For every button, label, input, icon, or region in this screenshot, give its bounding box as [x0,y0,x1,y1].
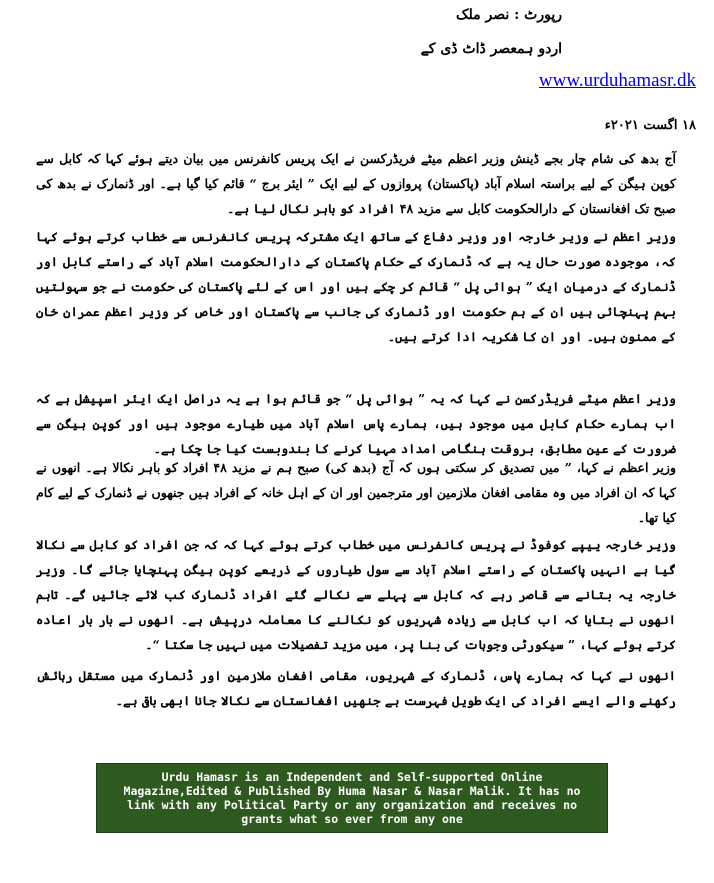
disclaimer-banner [96,763,608,833]
website-link[interactable]: www.urduhamasr.dk [538,70,696,91]
reporter-byline: رپورٹ : نصر ملک [455,7,562,23]
article-paragraph: وزیر اعظم نے کہا، ” میں تصدیق کر سکتی ہوں کہ آج (بدھ کی) صبح ہم نے مزید ۴۸ افراد کو باہر نکالا ہے۔ انھوں نے کہا کہ ان افراد میں وہ مقامی افغان ملازمین اور مترجمین اور ان کے اہل خانہ کے افراد ہیں جنھوں نے ڈنمارک کے لیے کام کیا تھا۔ [36,460,676,525]
article-paragraph: وزیر اعظم میٹے فریڈرکسن نے کہا کہ یہ ” ہوائی پل “ جو قائم ہوا ہے یہ دراصل ایک ایئر اسپیشل ہے کہ اب ہمارے حکام کابل میں موجود ہیں، ہمارے پاس اسلام آباد میں طیارے موجود ہیں اور کوپن ہیگن سے ضرورت کے عین مطابق، بروقت ہنگامی امداد مہیا کرنے کا بندوبست کیا جا چکا ہے۔ [36,391,676,456]
article-paragraph: وزیر اعظم نے وزیر خارجہ اور وزیر دفاع کے ساتھ ایک مشترکہ پریس کانفرنس سے خطاب کرتے ہوئے کہا کہ، موجودہ صورت حال یہ ہے کہ ڈنمارک کے حکام پاکستان کے دارالحکومت اسلام آباد کے راستے کابل اور ڈنمارک کے درمیان ایک ” ہوائی پل “ قائم کر چکے ہیں اور اس کے لئے پاکستان کی حکومت نے جو سہولتیں بہم پہنچائی ہیں ان کے ہم حکومت اور ڈنمارک کی جانب سے پاکستان اور خاص کر وزیر اعظم عمران خان کے ممنون ہیں۔ اور ان کا شکریہ ادا کرتے ہیں۔ [36,229,676,344]
source-name: اردو ہمعصر ڈاٹ ڈی کے [420,41,562,57]
article-paragraph: وزیر خارجہ ییپے کوفوڈ نے پریس کانفرنس میں خطاب کرتے ہوئے کہا کہ کہ جن افراد کو کابل سے نکالا گیا ہے انہیں پاکستان کے راستے اسلام آباد سے سول طیاروں کے ذریعے کوپن ہیگن پہنچایا جائے گا۔ وزیر خارجہ یہ بتانے سے قاصر رہے کہ کابل سے پہلے سے نکالے گئے افراد ڈنمارک کب لائے جائیں گے۔ تاہم انھوں نے بتایا کہ اب کابل سے زیادہ شہریوں کو نکالنے کا معاملہ درپیش ہے۔ انھوں نے بار بار اعادہ کرتے ہوئے کہا، ” سیکورٹی وجوہات کی بنا پر، میں مزید تفصیلات میں نہیں جا سکتا “۔ [36,537,676,652]
article-paragraph: آج بدھ کی شام چار بجے ڈینش وزیر اعظم میٹے فریڈرکسن نے ایک پریس کانفرنس میں بیان دیتے ہوئے کہا کہ کابل سے کوپن ہیگن کے لیے براستہ اسلام آباد (پاکستان) پروازوں کے لیے ایک ” ایئر برج “ قائم کیا گیا ہے۔ اور ڈنمارک نے بدھ کی صبح تک افغانستان کے دارالحکومت کابل سے مزید ۴۸ افراد کو باہر نکال لیا ہے۔ [36,151,676,216]
article-date: ۱۸ اگست ۲۰۲۱ء [604,118,696,133]
disclaimer-text: Urdu Hamasr is an Independent and Self-supported Online Magazine,Edited & Published By Huma Nasar & Nasar Malik. It has no link with any Political Party or any organization and receives no grants what so ever from any one [123,770,581,826]
article-paragraph: انھوں نے کہا کہ ہمارے پاس، ڈنمارک کے شہریوں، مقامی افغان ملازمین اور ڈنمارک میں مستقل رہائش رکھنے والے ایسے افراد کی ایک طویل فہرست ہے جنھیں افغانستان سے نکالا جانا ابھی باقی ہے۔ [36,668,676,708]
